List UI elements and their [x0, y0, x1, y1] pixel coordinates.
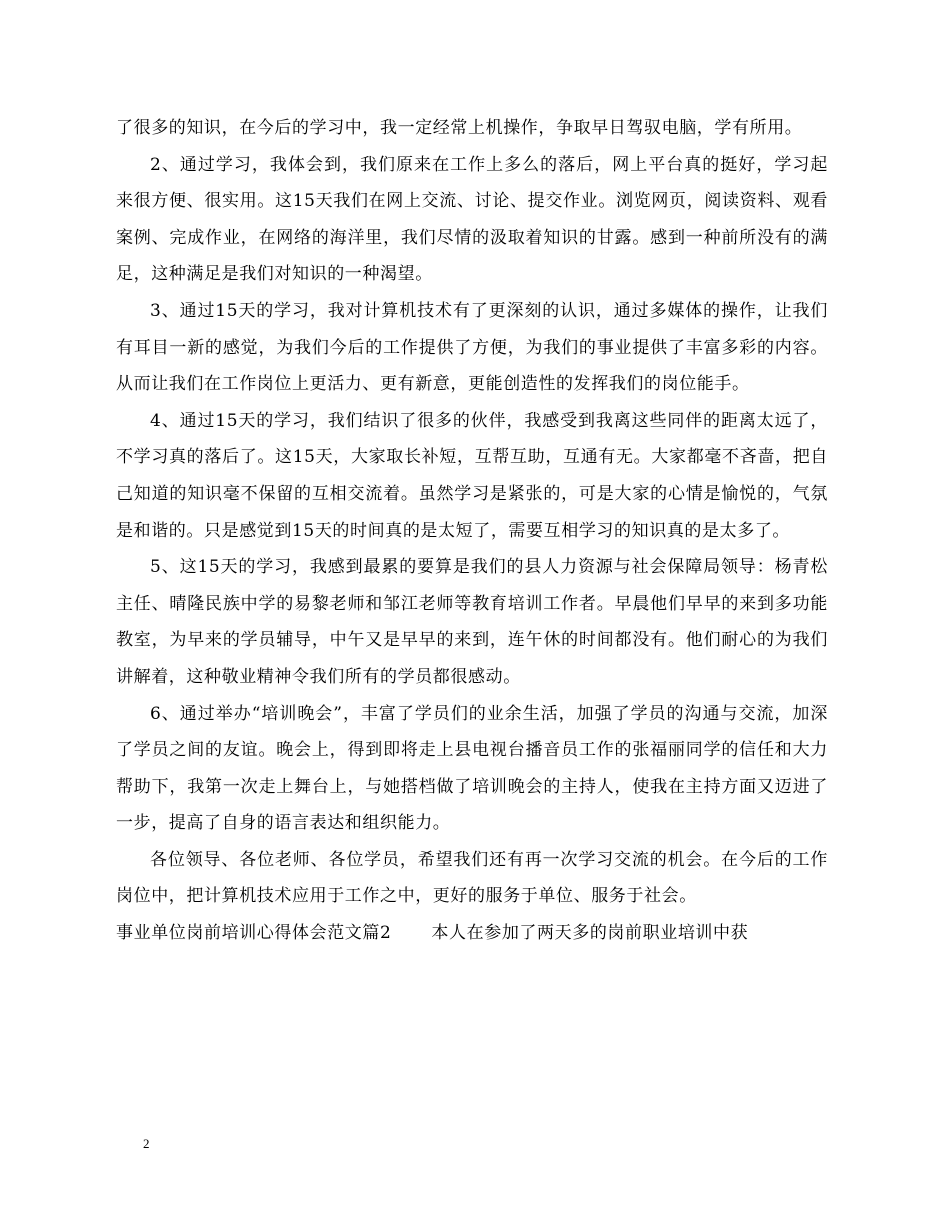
paragraph-continuation: 了很多的知识，在今后的学习中，我一定经常上机操作，争取早日驾驭电脑，学有所用。 [116, 118, 803, 138]
next-section-start-text: 本人在参加了两天多的岗前职业培训中获 [431, 923, 749, 944]
paragraph-item-6: 6、通过举办“培训晚会”，丰富了学员们的业余生活，加强了学员的沟通与交流，加深了学员之间的友谊。晚会上，得到即将走上县电视台播音员工作的张福丽同学的信任和大力帮助下，我第一次走上舞台上，与她搭档做了培训晚会的主持人，使我在主持方面又迈进了一步，提高了自身的语言表达和组织能力。 [116, 703, 828, 834]
page-number: 2 [143, 1136, 150, 1151]
paragraph-closing: 各位领导、各位老师、各位学员，希望我们还有再一次学习交流的机会。在今后的工作岗位中，把计算机技术应用于工作之中，更好的服务于单位、服务于社会。 [116, 849, 828, 907]
document-body [116, 110, 828, 952]
next-section-title: 事业单位岗前培训心得体会范文篇2 [116, 923, 392, 944]
next-section-line [116, 915, 828, 952]
paragraph-item-5: 5、这15天的学习，我感到最累的要算是我们的县人力资源与社会保障局领导：杨青松主任、晴隆民族中学的易黎老师和邹江老师等教育培训工作者。早晨他们早早的来到多功能教室，为早来的学员辅导，中午又是早早的来到，连午休的时间都没有。他们耐心的为我们讲解着，这种敬业精神令我们所有的学员都很感动。 [116, 557, 828, 687]
paragraph-item-4: 4、通过15天的学习，我们结识了很多的伙伴，我感受到我离这些同伴的距离太远了，不学习真的落后了。这15天，大家取长补短，互帮互助，互通有无。大家都毫不吝啬，把自己知道的知识毫不保留的互相交流着。虽然学习是紧张的，可是大家的心情是愉悦的，气氛是和谐的。只是感觉到15天的时间真的是太短了，需要互相学习的知识真的是太多了。 [116, 410, 828, 541]
paragraph-item-3: 3、通过15天的学习，我对计算机技术有了更深刻的认识，通过多媒体的操作，让我们有耳目一新的感觉，为我们今后的工作提供了方便，为我们的事业提供了丰富多彩的内容。从而让我们在工作岗位上更活力、更有新意，更能创造性的发挥我们的岗位能手。 [116, 300, 828, 395]
paragraph-item-2: 2、通过学习，我体会到，我们原来在工作上多么的落后，网上平台真的挺好，学习起来很方便、很实用。这15天我们在网上交流、讨论、提交作业。浏览网页，阅读资料、观看案例、完成作业，在网络的海洋里，我们尽情的汲取着知识的甘露。感到一种前所没有的满足，这种满足是我们对知识的一种渴望。 [116, 154, 828, 285]
